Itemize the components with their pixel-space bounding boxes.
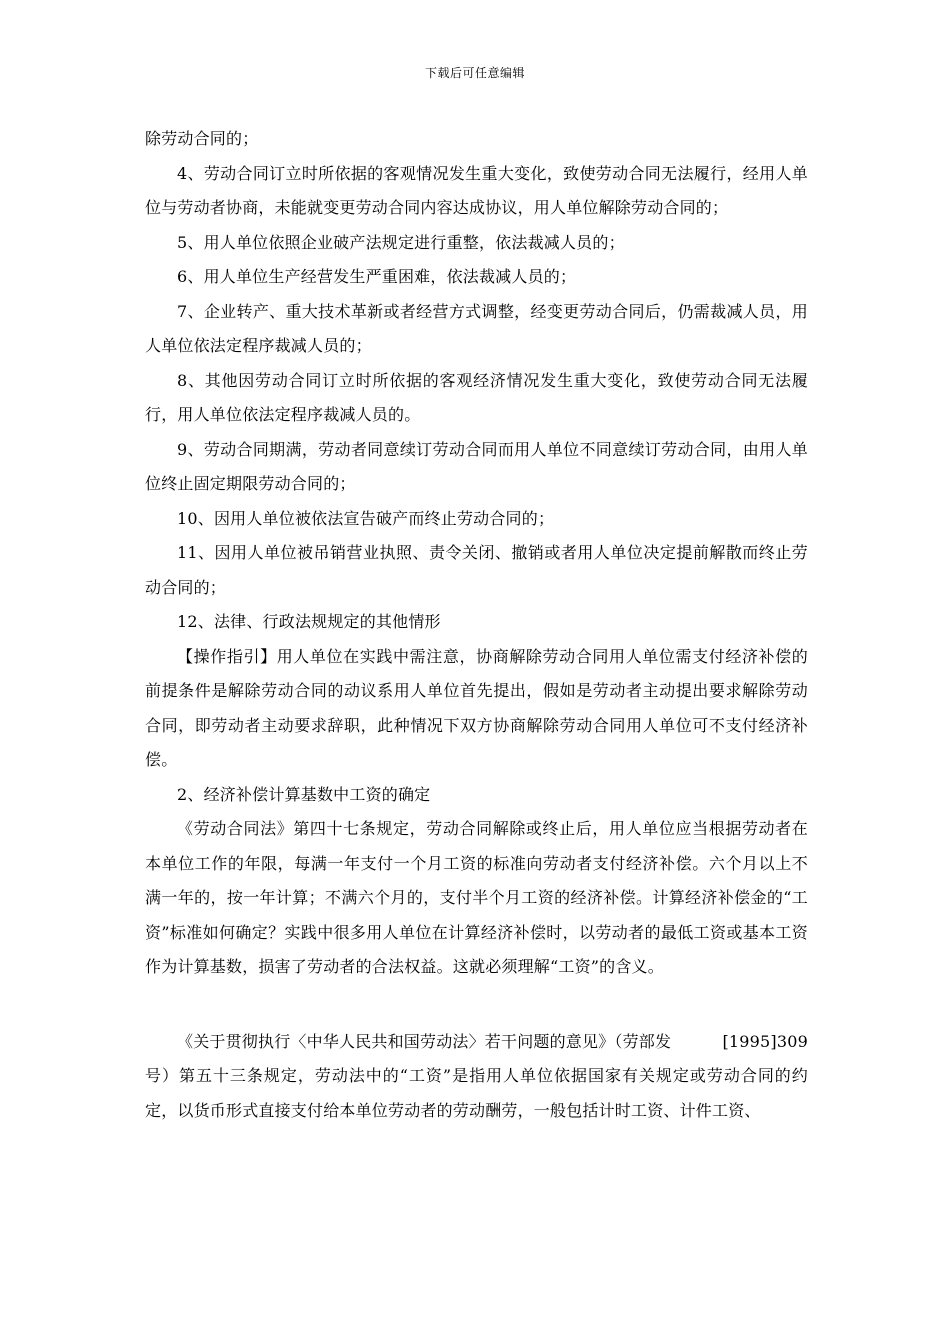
paragraph: 5、用人单位依照企业破产法规定进行重整，依法裁减人员的；	[177, 232, 625, 252]
paragraph: 7、企业转产、重大技术革新或者经营方式调整，经变更劳动合同后，仍需裁减人员，用人单位依法定程序裁减人员的；	[145, 301, 808, 355]
paragraph: 除劳动合同的；	[145, 129, 259, 148]
citation-continuation: 号）第五十三条规定，劳动法中的“工资”是指用人单位依据国家有关规定或劳动合同的约定，以货币形式直接支付给本单位劳动者的劳动酬劳，一般包括计时工资、计件工资、	[145, 1066, 808, 1120]
page-header-note: 下载后可任意编辑	[424, 66, 525, 80]
paragraph-gap	[145, 985, 808, 1025]
paragraph: 10、因用人单位被依法宣告破产而终止劳动合同的；	[177, 508, 555, 528]
paragraph: 12、法律、行政法规规定的其他情形	[177, 612, 441, 631]
paragraph: 4、劳动合同订立时所依据的客观情况发生重大变化，致使劳动合同无法履行，经用人单位与劳动者协商，未能就变更劳动合同内容达成协议，用人单位解除劳动合同的；	[145, 163, 808, 217]
citation-title: 《关于贯彻执行〈中华人民共和国劳动法〉若干问题的意见》（劳部发	[177, 1031, 672, 1051]
paragraph: 《劳动合同法》第四十七条规定，劳动合同解除或终止后，用人单位应当根据劳动者在本单位工作的年限，每满一年支付一个月工资的标准向劳动者支付经济补偿。六个月以上不满一年的，按一年计算；不满六个月的，支付半个月工资的经济补偿。计算经济补偿金的“工资”标准如何确定？实践中很多用人单位在计算经济补偿时，以劳动者的最低工资或基本工资作为计算基数，损害了劳动者的合法权益。这就必须理解“工资”的含义。	[145, 819, 808, 976]
citation-number: [1995]309	[722, 1031, 808, 1051]
paragraph: 9、劳动合同期满，劳动者同意续订劳动合同而用人单位不同意续订劳动合同，由用人单位终止固定期限劳动合同的；	[145, 439, 808, 493]
document-body	[145, 122, 808, 1128]
citation-first-line	[145, 1025, 808, 1060]
paragraph: 11、因用人单位被吊销营业执照、责令关闭、撤销或者用人单位决定提前解散而终止劳动合同的；	[145, 543, 808, 597]
paragraph: 6、用人单位生产经营发生严重困难，依法裁减人员的；	[177, 267, 577, 286]
operation-guide-paragraph: 【操作指引】用人单位在实践中需注意，协商解除劳动合同用人单位需支付经济补偿的前提条件是解除劳动合同的动议系用人单位首先提出，假如是劳动者主动提出要求解除劳动合同，即劳动者主动要求辞职，此种情况下双方协商解除劳动合同用人单位可不支付经济补偿。	[145, 646, 808, 769]
section-heading: 2、经济补偿计算基数中工资的确定	[177, 784, 431, 804]
paragraph: 8、其他因劳动合同订立时所依据的客观经济情况发生重大变化，致使劳动合同无法履行，用人单位依法定程序裁减人员的。	[145, 370, 808, 424]
